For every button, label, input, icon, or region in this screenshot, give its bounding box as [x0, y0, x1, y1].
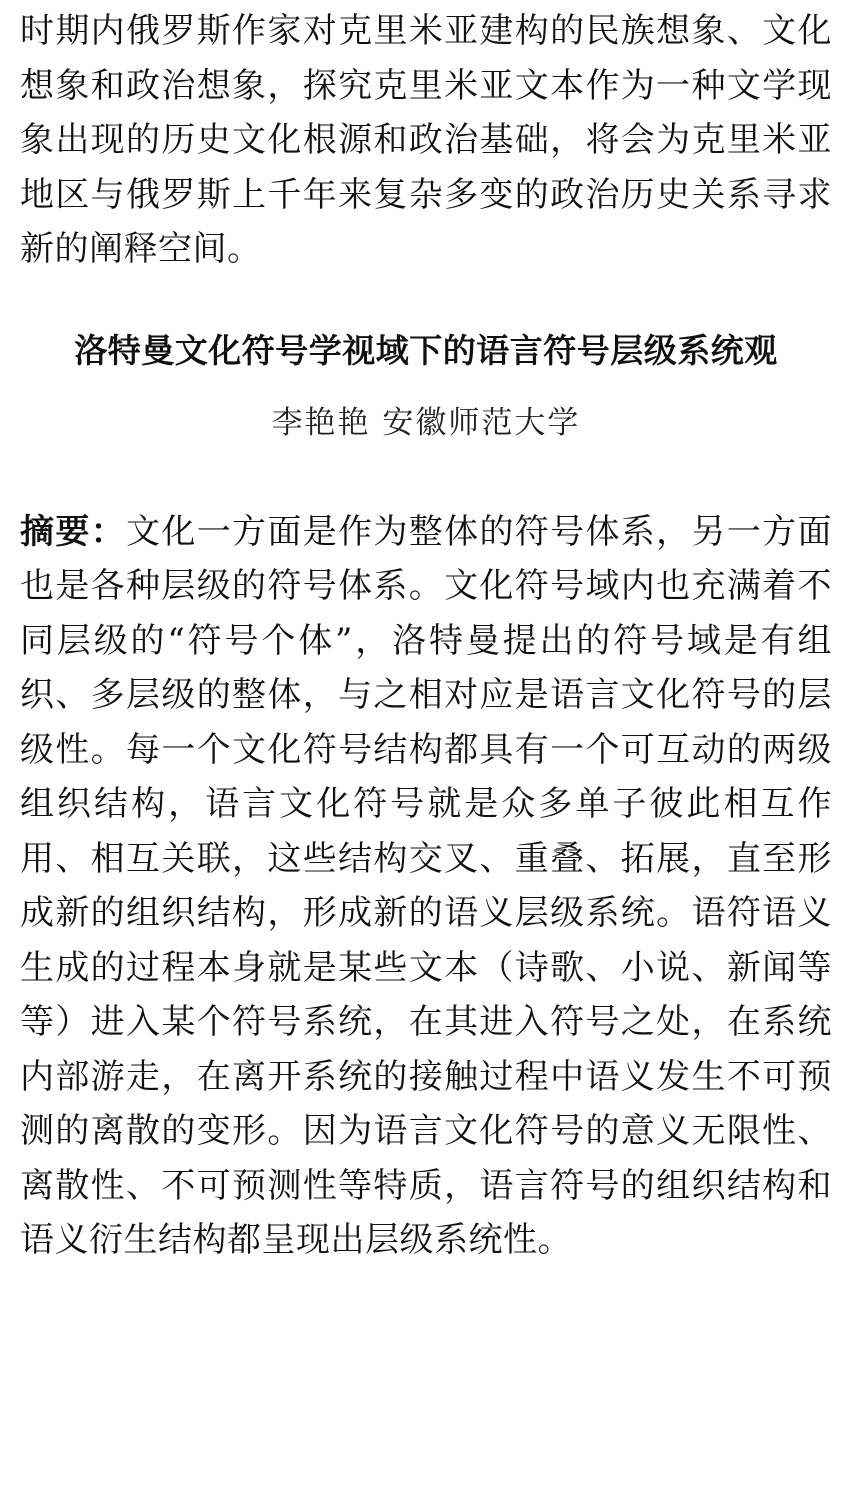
document-page [20, 0, 832, 1268]
abstract-text: 文化一方面是作为整体的符号体系，另一方面也是各种层级的符号体系。文化符号域内也充满着不同层级的“符号个体”，洛特曼提出的符号域是有组织、多层级的整体，与之相对应是语言文化符号的层级性。每一个文化符号结构都具有一个可互动的两级组织结构，语言文化符号就是众多单子彼此相互作用、相互关联，这些结构交叉、重叠、拓展，直至形成新的组织结构，形成新的语义层级系统。语符语义生成的过程本身就是某些文本（诗歌、小说、新闻等等）进入某个符号系统，在其进入符号之处，在系统内部游走，在离开系统的接触过程中语义发生不可预测的离散的变形。因为语言文化符号的意义无限性、离散性、不可预测性等特质，语言符号的组织结构和语义衍生结构都呈现出层级系统性。 [20, 511, 833, 1260]
author-affiliation: 李艳艳 安徽师范大学 [271, 404, 581, 441]
intro-paragraph: 时期内俄罗斯作家对克里米亚建构的民族想象、文化想象和政治想象，探究克里米亚文本作为一种文学现象出现的历史文化根源和政治基础，将会为克里米亚地区与俄罗斯上千年来复杂多变的政治历史关系寻求新的阐释空间。 [20, 11, 832, 269]
abstract-paragraph [20, 505, 832, 1268]
abstract-label: 摘要： [20, 511, 127, 552]
article-title: 洛特曼文化符号学视域下的语言符号层级系统观 [74, 330, 778, 370]
